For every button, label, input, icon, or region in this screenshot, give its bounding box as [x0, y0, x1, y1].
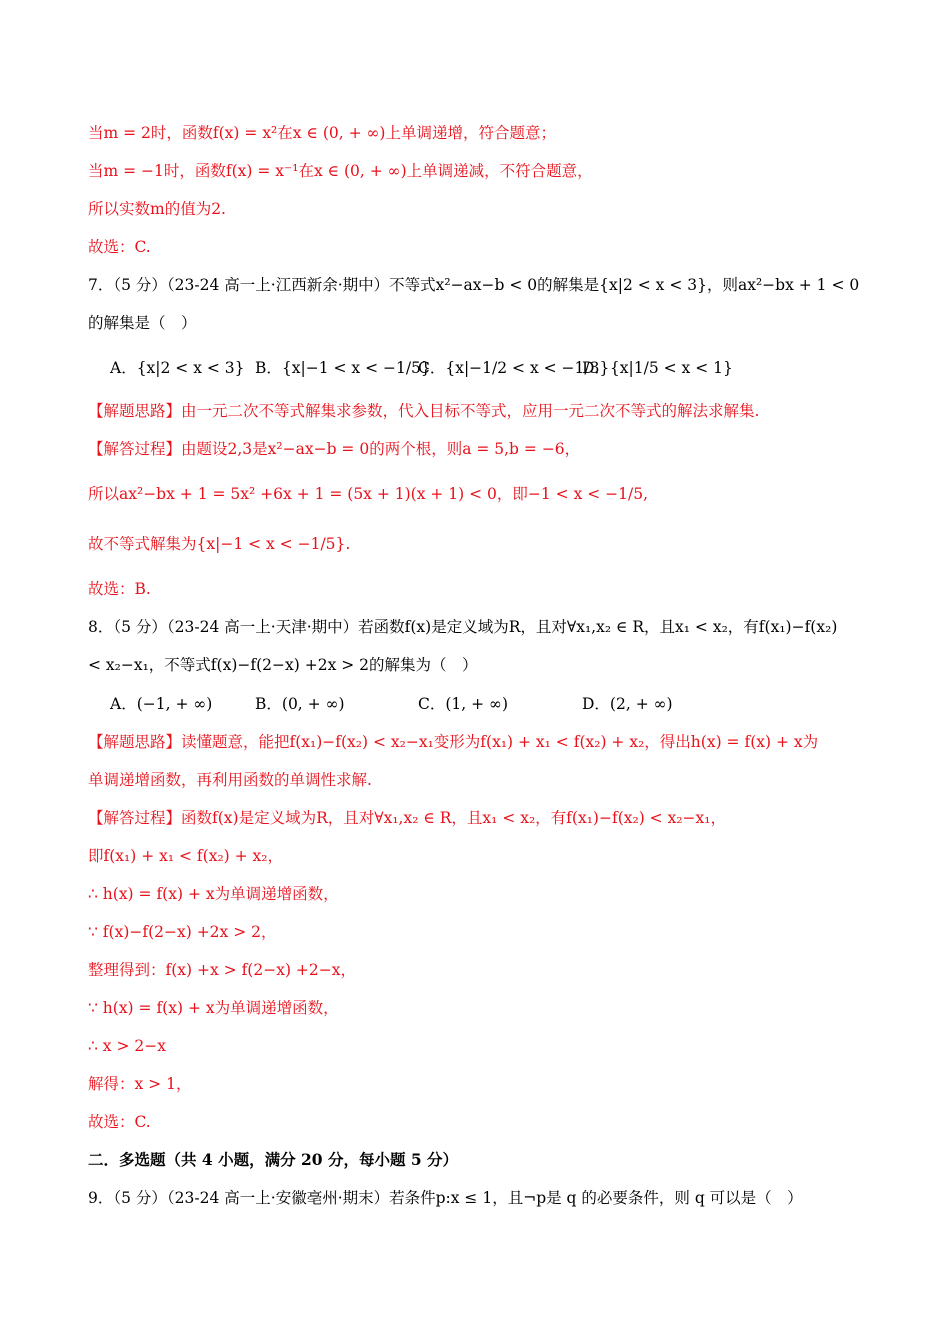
q7-solution-process-3: 故不等式解集为{x|−1 < x < −1/5}. — [88, 535, 351, 553]
q8-solution-process-7: ∴ x > 2−x — [88, 1037, 166, 1055]
q7-option-b: B．{x|−1 < x < −1/5} — [255, 359, 431, 377]
q8-option-d: D．(2, + ∞) — [582, 695, 673, 713]
q6-answer-line: 故选：C. — [88, 238, 151, 256]
q8-solution-process-2: 即f(x₁) + x₁ < f(x₂) + x₂， — [88, 847, 284, 865]
q6-solution-line-1: 当m = 2时，函数f(x) = x²在x ∈ (0, + ∞)上单调递增，符合题意； — [88, 124, 556, 142]
q7-option-a: A．{x|2 < x < 3} — [110, 359, 245, 377]
q9-stem: 9．（5 分）（23-24 高一上·安徽亳州·期末）若条件p:x ≤ 1，且¬p是 q 的必要条件，则 q 可以是（ ） — [88, 1189, 803, 1207]
q8-answer: 故选：C. — [88, 1113, 151, 1131]
q7-stem-line-2: 的解集是（ ） — [88, 314, 197, 332]
q7-answer: 故选：B. — [88, 580, 151, 598]
q7-solution-process-1: 【解答过程】由题设2,3是x²−ax−b = 0的两个根，则a = 5,b = −6， — [88, 440, 581, 458]
q7-solution-process-2: 所以ax²−bx + 1 = 5x² +6x + 1 = (5x + 1)(x + 1) < 0，即−1 < x < −1/5, — [88, 485, 649, 503]
q6-solution-line-2: 当m = −1时，函数f(x) = x⁻¹在x ∈ (0, + ∞)上单调递减，不符合题意， — [88, 162, 593, 180]
q8-stem-line-2: < x₂−x₁，不等式f(x)−f(2−x) +2x > 2的解集为（ ） — [88, 656, 478, 674]
q7-option-c: C．{x|−1/2 < x < −1/3} — [418, 359, 610, 377]
q8-solution-process-1: 【解答过程】函数f(x)是定义域为R，且对∀x₁,x₂ ∈ R，且x₁ < x₂，有f(x₁)−f(x₂) < x₂−x₁， — [88, 809, 726, 827]
q8-solution-process-6: ∵ h(x) = f(x) + x为单调递增函数， — [88, 999, 339, 1017]
section-heading-multiple-choice: 二．多选题（共 4 小题，满分 20 分，每小题 5 分） — [88, 1150, 459, 1169]
q8-stem-line-1: 8．（5 分）（23-24 高一上·天津·期中）若函数f(x)是定义域为R，且对∀x₁,x₂ ∈ R，且x₁ < x₂，有f(x₁)−f(x₂) — [88, 618, 838, 636]
q8-option-a: A．(−1, + ∞) — [110, 695, 213, 713]
q8-solution-process-8: 解得：x > 1， — [88, 1075, 192, 1093]
q6-solution-line-3: 所以实数m的值为2. — [88, 200, 226, 218]
q7-stem-line-1: 7．（5 分）（23-24 高一上·江西新余·期中）不等式x²−ax−b < 0的解集是{x|2 < x < 3}，则ax²−bx + 1 < 0 — [88, 276, 860, 294]
q8-solution-idea-2: 单调递增函数，再利用函数的单调性求解. — [88, 771, 372, 789]
q8-option-b: B．(0, + ∞) — [255, 695, 345, 713]
q8-option-c: C．(1, + ∞) — [418, 695, 508, 713]
q8-solution-idea-1: 【解题思路】读懂题意，能把f(x₁)−f(x₂) < x₂−x₁变形为f(x₁) + x₁ < f(x₂) + x₂，得出h(x) = f(x) + x为 — [88, 733, 819, 751]
q7-option-d: D．{x|1/5 < x < 1} — [582, 359, 733, 377]
q8-solution-process-4: ∵ f(x)−f(2−x) +2x > 2， — [88, 923, 277, 941]
q8-solution-process-3: ∴ h(x) = f(x) + x为单调递增函数， — [88, 885, 339, 903]
q8-solution-process-5: 整理得到：f(x) +x > f(2−x) +2−x， — [88, 961, 356, 979]
q7-solution-idea: 【解题思路】由一元二次不等式解集求参数，代入目标不等式，应用一元二次不等式的解法求解集. — [88, 402, 760, 420]
